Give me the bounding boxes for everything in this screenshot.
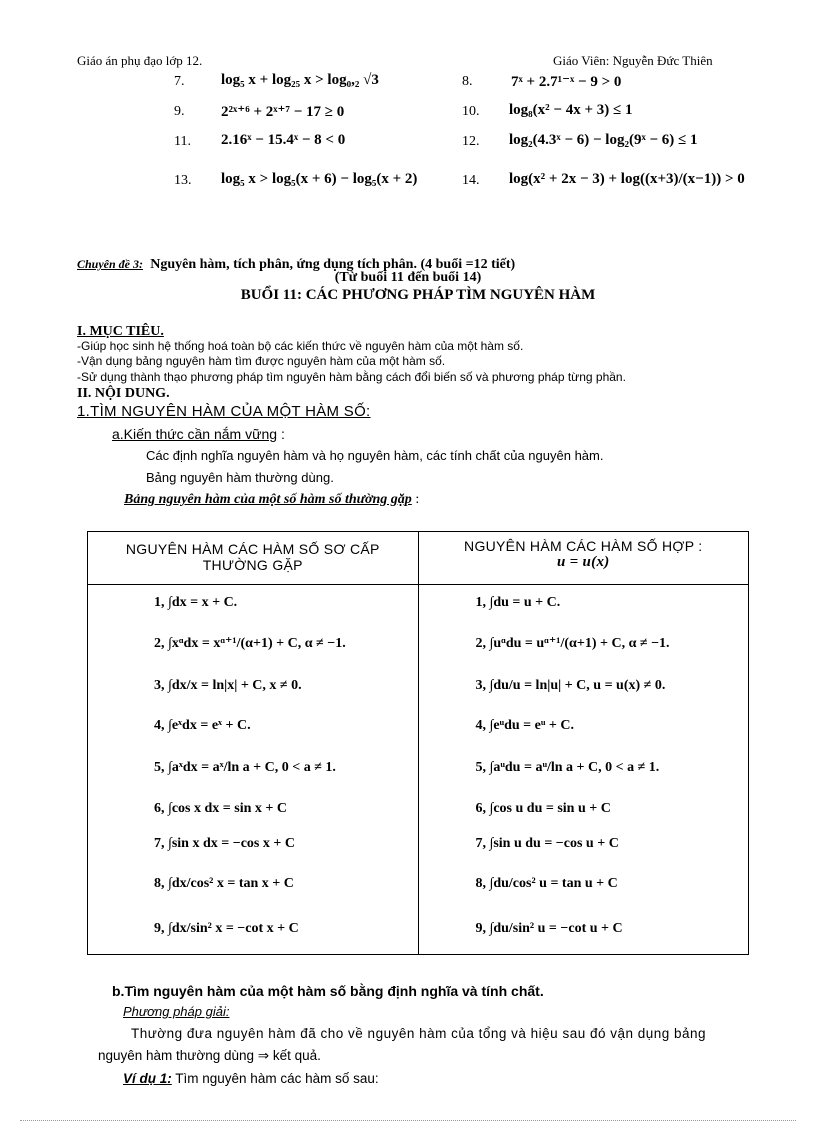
example-label: Ví dụ 1: — [123, 1071, 172, 1086]
exercise-expression: 2.16ˣ − 15.4ˣ − 8 < 0 — [221, 132, 346, 148]
formula-row: 5, ∫aᵘdu = aᵘ/ln a + C, 0 < a ≠ 1. — [475, 760, 660, 775]
formula-row: 8, ∫dx/cos² x = tan x + C — [154, 876, 294, 891]
antiderivative-table — [87, 531, 749, 955]
objective-item: -Vận dụng bảng nguyên hàm tìm được nguyên hàm của một hàm số. — [77, 354, 446, 368]
formula-row: 3, ∫dx/x = ln|x| + C, x ≠ 0. — [154, 678, 302, 693]
knowledge-item: Các định nghĩa nguyên hàm và họ nguyên hàm, các tính chất của nguyên hàm. — [146, 448, 604, 463]
method-label: Phương pháp giải: — [123, 1004, 230, 1019]
exercise-number: 10. — [462, 104, 480, 119]
exercise-number: 7. — [174, 74, 185, 89]
topic-title: Nguyên hàm, tích phân, ứng dụng tích phân. (4 buổi =12 tiết) — [150, 257, 516, 272]
formula-row: 6, ∫cos u du = sin u + C — [475, 801, 611, 816]
sub-a-colon: : — [277, 426, 285, 442]
example-text: Tìm nguyên hàm các hàm số sau: — [171, 1071, 379, 1086]
header-left: Giáo án phụ đạo lớp 12. — [77, 53, 203, 68]
formula-row: 2, ∫uᵅdu = uᵅ⁺¹/(α+1) + C, α ≠ −1. — [475, 636, 670, 651]
exercise-expression: 7ˣ + 2.7¹⁻ˣ − 9 > 0 — [511, 74, 622, 90]
table-header-elementary — [88, 532, 419, 585]
objective-item: -Giúp học sinh hệ thống hoá toàn bộ các kiến thức về nguyên hàm của một hàm số. — [77, 339, 524, 353]
exercise-number: 14. — [462, 173, 480, 188]
exercise-number: 9. — [174, 104, 185, 119]
exercise-expression: 2²ˣ⁺⁶ + 2ˣ⁺⁷ − 17 ≥ 0 — [221, 104, 345, 120]
section-1-heading: 1.TÌM NGUYÊN HÀM CỦA MỘT HÀM SỐ: — [77, 403, 371, 420]
header-line: u = u(x) — [556, 554, 610, 570]
exercise-expression: log₅ x > log₅(x + 6) − log₅(x + 2) — [221, 171, 418, 187]
formula-row: 2, ∫xᵅdx = xᵅ⁺¹/(α+1) + C, α ≠ −1. — [154, 636, 346, 651]
content-heading: II. NỘI DUNG. — [77, 386, 170, 401]
topic-label: Chuyên đề 3: — [77, 257, 143, 271]
objective-item: -Sử dụng thành thạo phương pháp tìm nguyên hàm bằng cách đổi biến số và phương pháp từng phần. — [77, 370, 626, 384]
formula-row: 1, ∫dx = x + C. — [154, 595, 238, 610]
formula-row: 9, ∫du/sin² u = −cot u + C — [475, 921, 623, 936]
header-line: NGUYÊN HÀM CÁC HÀM SỐ HỢP : — [464, 538, 703, 554]
knowledge-item: Bảng nguyên hàm thường dùng. — [146, 470, 334, 485]
header-line: THƯỜNG GẶP — [202, 557, 303, 573]
formula-row: 8, ∫du/cos² u = tan u + C — [475, 876, 618, 891]
formula-row: 9, ∫dx/sin² x = −cot x + C — [154, 921, 299, 936]
table-header-composite — [418, 532, 749, 585]
table-caption: Bảng nguyên hàm của một số hàm số thường gặp — [124, 492, 412, 507]
exercise-number: 11. — [174, 134, 191, 149]
sub-a-heading: a.Kiến thức cần nắm vững — [112, 426, 278, 442]
part-b-heading: b.Tìm nguyên hàm của một hàm số bằng định nghĩa và tính chất. — [112, 983, 544, 999]
formula-row: 4, ∫eᵘdu = eᵘ + C. — [475, 718, 575, 733]
method-text: Thường đưa nguyên hàm đã cho về nguyên hàm của tổng và hiệu sau đó vận dụng bảng — [131, 1026, 707, 1041]
exercise-number: 13. — [174, 173, 192, 188]
header-right: Giáo Viên: Nguyễn Đức Thiên — [553, 53, 713, 68]
table-column-composite — [418, 585, 749, 955]
formula-row: 4, ∫eˣdx = eˣ + C. — [154, 718, 251, 733]
formula-row: 7, ∫sin u du = −cos u + C — [475, 836, 619, 851]
formula-row: 5, ∫aˣdx = aˣ/ln a + C, 0 < a ≠ 1. — [154, 760, 336, 775]
formula-row: 7, ∫sin x dx = −cos x + C — [154, 836, 295, 851]
table-caption-colon: : — [411, 492, 420, 507]
formula-row: 3, ∫du/u = ln|u| + C, u = u(x) ≠ 0. — [475, 678, 666, 693]
formula-row: 6, ∫cos x dx = sin x + C — [154, 801, 287, 816]
topic-range: (Từ buổi 11 đến buổi 14) — [334, 270, 482, 285]
exercise-number: 8. — [462, 74, 473, 89]
exercise-number: 12. — [462, 134, 480, 149]
page-bottom-divider — [20, 1120, 796, 1121]
table-column-elementary — [88, 585, 419, 955]
exercise-expression: log₂(4.3ˣ − 6) − log₂(9ˣ − 6) ≤ 1 — [509, 132, 698, 148]
lesson-title: BUỔI 11: CÁC PHƯƠNG PHÁP TÌM NGUYÊN HÀM — [240, 287, 596, 303]
exercise-expression: log₈(x² − 4x + 3) ≤ 1 — [509, 102, 633, 118]
exercise-expression: log(x² + 2x − 3) + log((x+3)/(x−1)) > 0 — [509, 171, 745, 187]
method-text: nguyên hàm thường dùng ⇒ kết quả. — [98, 1048, 321, 1063]
formula-row: 1, ∫du = u + C. — [475, 595, 561, 610]
header-line: NGUYÊN HÀM CÁC HÀM SỐ SƠ CẤP — [125, 541, 380, 557]
exercise-expression: log₅ x + log₂₅ x > log₀,₂ √3 — [221, 72, 379, 88]
objectives-heading: I. MỤC TIÊU. — [77, 324, 164, 339]
